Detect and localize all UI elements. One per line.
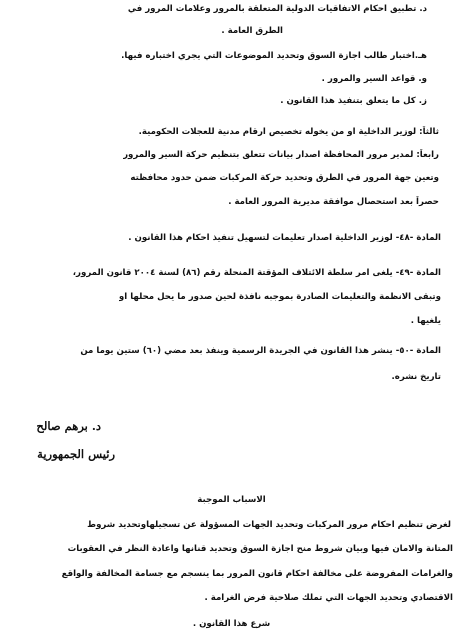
clause-fourth-line-1: رابعاً: لمدير مرور المحافظة اصدار بيانات تتعلق بتنظيم حركة السير والمرور <box>123 150 439 160</box>
item-h: هـ.اختبار طالب اجازة السوق وتحديد الموضوعات التي يجري اختباره فيها. <box>121 51 427 61</box>
article-50-line-2: تاريخ نشره. <box>391 372 441 382</box>
article-49-line-1: المادة -٤٩- يلغى امر سلطة الائتلاف المؤقتة المنحلة رقم (٨٦) لسنة ٢٠٠٤ قانون المرور، <box>72 268 441 278</box>
signatory-title: رئيس الجمهورية <box>37 447 115 461</box>
article-48: المادة -٤٨- لوزير الداخلية اصدار تعليمات لتسهيل تنفيذ احكام هذا القانون . <box>128 233 441 243</box>
clause-third: ثالثاً: لوزير الداخلية او من يخوله تخصيص ارقام مدنية للعجلات الحكومية. <box>138 127 439 137</box>
reasons-heading: الاسباب الموجبة <box>197 495 266 505</box>
reasons-line-4: الاقتصادي وتحديد الجهات التي تملك صلاحية فرض الغرامة . <box>204 593 453 603</box>
clause-fourth-line-2: وتعين جهة المرور في الطرق وتحديد حركة المركبات ضمن حدود محافظته <box>130 173 439 183</box>
reasons-line-2: المتانة والامان فيها وبيان شروط منح اجازة السوق وتحديد قنانها واعادة النظر في العقوبات <box>67 544 453 554</box>
article-50-line-1: المادة -٥٠- ينشر هذا القانون في الجريدة الرسمية وينفذ بعد مضي (٦٠) ستين يوما من <box>80 346 441 356</box>
clause-fourth-line-3: حصراً بعد استحصال موافقة مديرية المرور العامة . <box>228 197 439 207</box>
reasons-line-3: والغرامات المفروضة على مخالفة احكام قانون المرور بما ينسجم مع جسامة المخالفة والواقع <box>61 569 453 579</box>
item-w: و. قواعد السير والمرور . <box>321 74 427 84</box>
closing-line: شرع هذا القانون . <box>192 619 271 629</box>
reasons-line-1: لغرض تنظيم احكام مرور المركبات وتحديد الجهات المسؤولة عن تسجيلهاوتحديد شروط <box>87 520 451 530</box>
item-d-line-1: د. تطبيق احكام الاتفاقيات الدولية المتعلقة بالمرور وعلامات المرور في <box>127 4 427 14</box>
article-49-line-2: وتبقى الانظمة والتعليمات الصادرة بموجبه نافذة لحين صدور ما يحل محلها او <box>118 292 441 302</box>
signatory-name: د. برهم صالح <box>36 419 101 433</box>
article-49-line-3: يلغيها . <box>410 316 441 326</box>
item-d-line-2: الطرق العامة . <box>221 26 283 36</box>
item-z: ز. كل ما يتعلق بتنفيذ هذا القانون . <box>280 96 427 106</box>
